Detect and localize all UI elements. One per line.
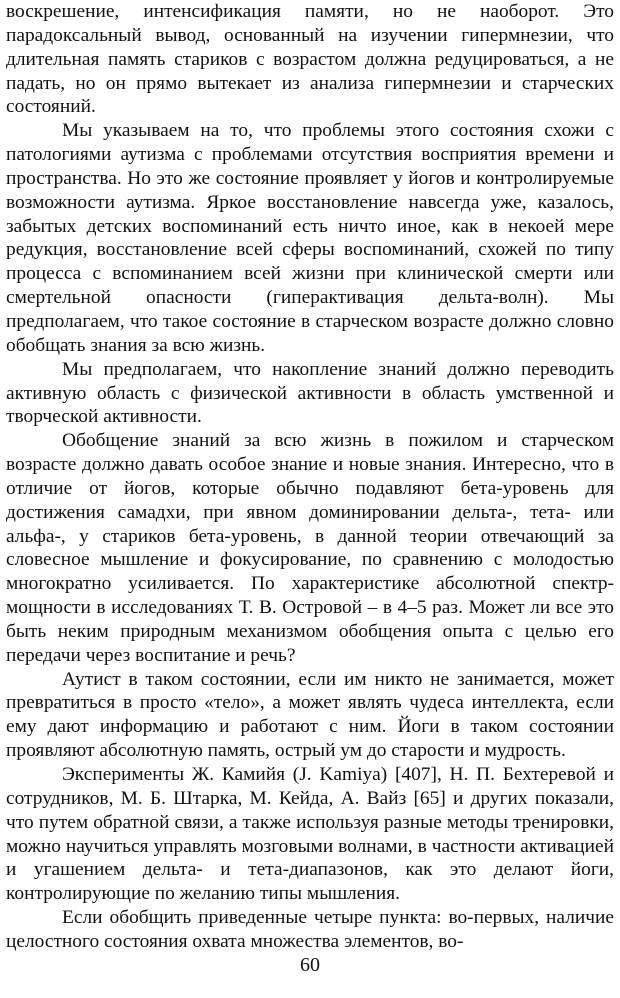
body-text bbox=[6, 0, 614, 954]
paragraph-4: Обобщение знаний за всю жизнь в пожилом и старческом возрасте должно давать особое знание и новые знания. Интересно, что в отличие от йогов, которые обычно подавляют бета-уровень для достижения самадхи, при явном доминировании дельта-, тета- или альфа-, у стариков бета-уровень, в данной теории отвечающий за словесное мышление и фокусирование, по сравнению с молодостью многократно усиливается. По характеристике абсолютной спектр-мощности в исследованиях Т. В. Островой – в 4–5 раз. Может ли все это быть неким природным механизмом обобщения опыта с целью его передачи через воспитание и речь? bbox=[6, 430, 614, 666]
paragraph-3: Мы предполагаем, что накопление знаний должно переводить активную область с физической активности в область умственной и творческой активности. bbox=[6, 358, 614, 428]
paragraph-7: Если обобщить приведенные четыре пункта: во-первых, наличие целостного состояния охвата множества элементов, во- bbox=[6, 907, 614, 952]
page-number: 60 bbox=[300, 954, 320, 976]
paragraph-2: Мы указываем на то, что проблемы этого состояния схожи с патологиями аутизма с проблемами отсутствия восприятия времени и пространства. Но это же состояние проявляет у йогов и контролируемые возможности аутизма. Яркое восстановление навсегда уже, казалось, забытых детских воспоминаний есть ничто иное, как в некоей мере редукция, восстановление всей сферы воспоминаний, схожей по типу процесса с вспоминанием всей жизни при клинической смерти или смертельной опасности (гиперактивация дельта-волн). Мы предполагаем, что такое состояние в старческом возрасте должно словно обобщать знания за всю жизнь. bbox=[6, 120, 614, 356]
paragraph-5: Аутист в таком состоянии, если им никто не занимается, может превратиться в просто «тело», а может являть чудеса интеллекта, если ему дают информацию и работают с ним. Йоги в таком состоянии проявляют абсолютную память, острый ум до старости и мудрость. bbox=[6, 668, 614, 762]
paragraph-6: Эксперименты Ж. Камийя (J. Kamiya) [407], Н. П. Бехтеревой и сотрудников, М. Б. Штарка, М. Кейда, А. Вайз [65] и других показали, что путем обратной связи, а также используя разные методы тренировки, можно научиться управлять мозговыми волнами, в частности активацией и угашением дельта- и тета-диапазонов, как это делают йоги, контролирующие по желанию типы мышления. bbox=[6, 764, 614, 905]
paragraph-1: воскрешение, интенсификация памяти, но не наоборот. Это парадоксальный вывод, основанный на изучении гипермнезии, что длительная память стариков с возрастом должна редуцироваться, а не падать, но он прямо вытекает из анализа гипермнезии и старческих состояний. bbox=[6, 1, 614, 118]
